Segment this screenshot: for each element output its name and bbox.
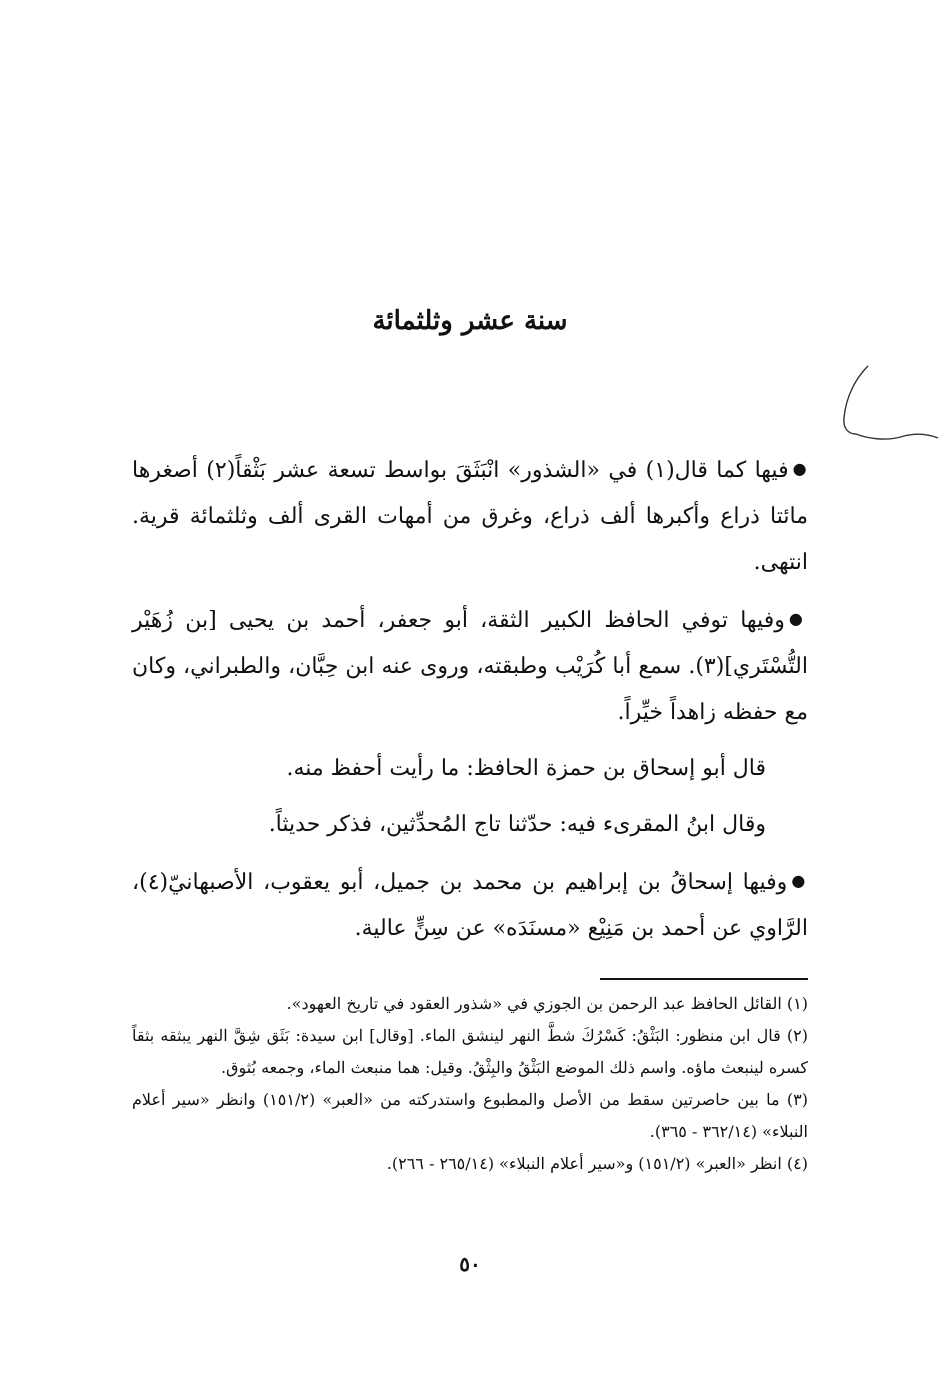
paragraph-text: وفيها توفي الحافظ الكبير الثقة، أبو جعفر، أحمد بن يحيى [بن زُهَيْر التُّسْتَري](٣). سمع أبا كُرَيْب وطبقته، وروى عنه ابن حِبَّان، والطبراني، وكان مع حفظه زاهداً خيِّراً.: [132, 608, 808, 725]
bullet-icon: ●: [792, 459, 808, 478]
paragraph-quote-ibn-al-muqri: [132, 802, 808, 848]
page-number: ٥٠: [459, 1252, 481, 1276]
paragraph-quote-ibn-hamza: [132, 746, 808, 792]
paragraph-text: فيها كما قال(١) في «الشذور» انْبَثَقَ بواسط تسعة عشر بَثْقاً(٢) أصغرها مائتا ذراع وأكبرها ألف ذراع، وغرق من أمهات القرى ألف وثلثمائة قرية. انتهى.: [132, 458, 808, 575]
footnote-2: (٢) قال ابن منظور: البَثْقُ: كَسْرُكَ شطَّ النهر لينشق الماء. [وقال] ابن سيدة: بَثَق شِقَّ النهر يبثقه بثقاً كسره لينبعث ماؤه. واسم ذلك الموضع البَثْقُ والبِثْقُ. وقيل: هما منبعث الماء، وجمعه بُثوق.: [132, 1026, 808, 1077]
paragraph-flood: [132, 446, 808, 586]
handwritten-margin-mark: [838, 362, 940, 452]
paragraph-text: وقال ابنُ المقرىء فيه: حدّثنا تاج المُحدِّثين، فذكر حديثاً.: [268, 812, 766, 837]
footnote-1: (١) القائل الحافظ عبد الرحمن بن الجوزي في «شذور العقود في تاريخ العهود».: [286, 994, 808, 1013]
footnote-separator: [600, 978, 808, 980]
footnote-4: (٤) انظر «العبر» (١٥١/٢) و«سير أعلام النبلاء» (٢٦٥/١٤ - ٢٦٦).: [386, 1154, 808, 1173]
paragraph-obituary-tustari: [132, 596, 808, 736]
paragraph-obituary-isfahani: [132, 858, 808, 952]
bullet-icon: ●: [788, 609, 809, 628]
paragraph-text: قال أبو إسحاق بن حمزة الحافظ: ما رأيت أحفظ منه.: [286, 756, 766, 781]
main-text: [132, 446, 808, 952]
bullet-icon: ●: [791, 871, 808, 890]
footnote-3: (٣) ما بين حاصرتين سقط من الأصل والمطبوع واستدركته من «العبر» (١٥١/٢) وانظر «سير أعلام النبلاء» (٣٦٢/١٤ - ٣٦٥).: [132, 1090, 809, 1141]
paragraph-text: وفيها إسحاقُ بن إبراهيم بن محمد بن جميل، أبو يعقوب، الأصبهانيّ(٤)، الرَّاوي عن أحمد بن مَنِيْع «مسنَدَه» عن سِنٍّ عالية.: [132, 870, 808, 941]
footnotes: [132, 988, 808, 1180]
page-title: سنة عشر وثلثمائة: [372, 306, 568, 337]
